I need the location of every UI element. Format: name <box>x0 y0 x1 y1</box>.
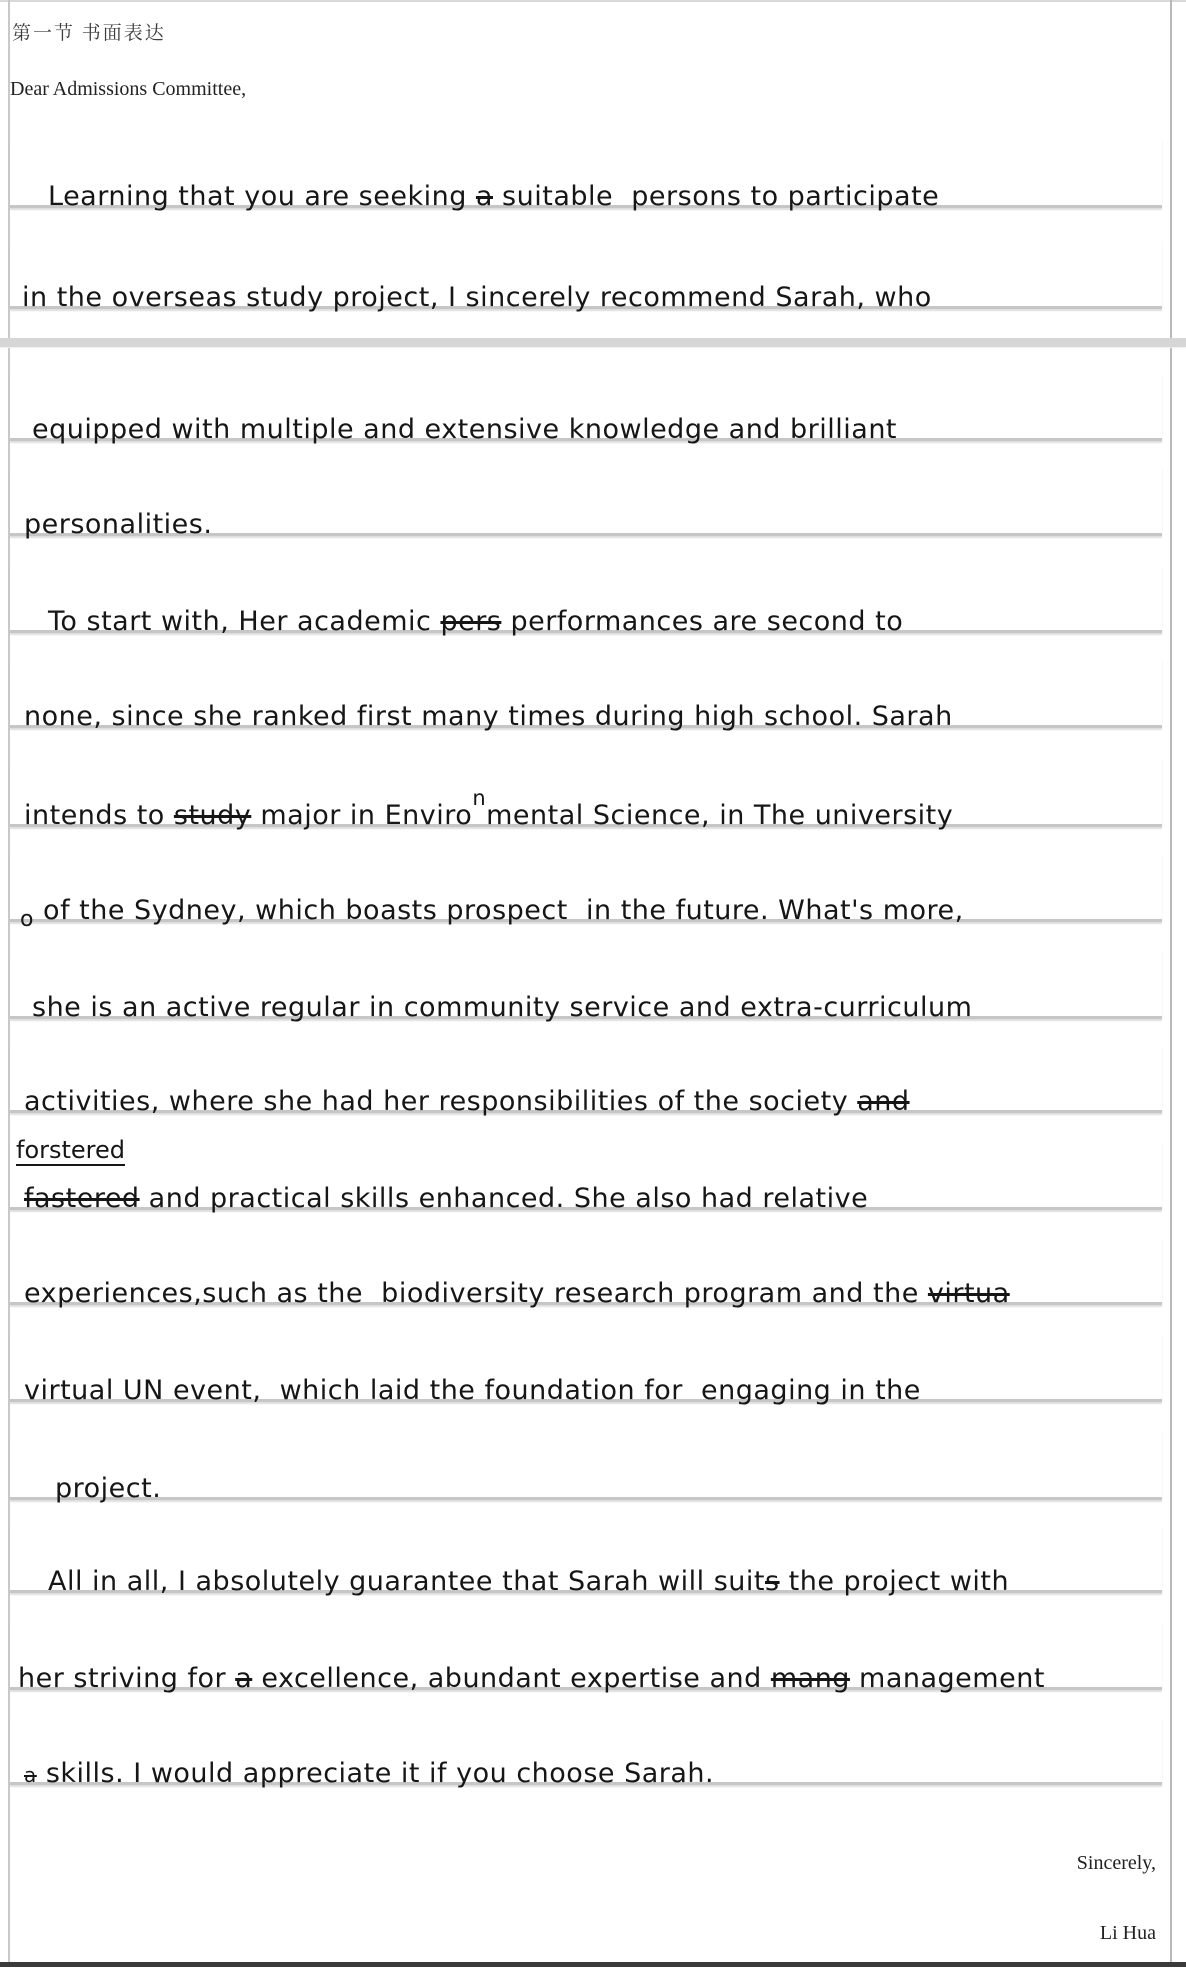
scan-top-border <box>0 0 1186 2</box>
handwriting-text: the project with <box>779 1566 1010 1597</box>
handwriting-text: intends to <box>24 800 174 831</box>
handwriting-correction: n <box>472 786 487 810</box>
handwriting-line <box>10 659 1162 732</box>
handwriting-correction: virtua <box>927 1278 1010 1309</box>
handwriting-text: suitable persons to participate <box>492 181 940 212</box>
handwriting-correction: o <box>20 907 34 932</box>
handwriting-line <box>10 758 1162 831</box>
handwriting-line <box>10 1621 1162 1694</box>
closing: Sincerely, <box>1076 1852 1156 1874</box>
handwriting-text: performances are second to <box>501 606 904 637</box>
handwriting-correction: mang <box>770 1663 850 1694</box>
handwriting-text: virtual UN event, which laid the foundation for engaging in the <box>24 1375 921 1406</box>
signature: Li Hua <box>1099 1922 1156 1944</box>
handwriting-text: skills. I would appreciate it if you choose Sarah. <box>36 1758 715 1789</box>
handwriting-text: personalities. <box>24 509 213 540</box>
handwriting-text: major in Enviro <box>251 800 473 831</box>
handwriting-text: experiences,such as the biodiversity research program and the <box>24 1278 928 1309</box>
handwriting-text: equipped with multiple and extensive knowledge and brilliant <box>32 414 898 445</box>
handwriting-correction: fastered <box>24 1183 140 1214</box>
handwriting-line <box>10 1141 1162 1214</box>
handwriting-line <box>10 1333 1162 1406</box>
handwriting-correction: s <box>764 1566 780 1597</box>
handwriting-line <box>10 1236 1162 1309</box>
handwriting-line <box>10 1524 1162 1597</box>
handwriting-text: excellence, abundant expertise and <box>252 1663 771 1694</box>
salutation: Dear Admissions Committee, <box>10 78 247 100</box>
handwriting-text: none, since she ranked first many times during high school. Sarah <box>24 701 953 732</box>
handwriting-text: Learning that you are seeking <box>48 181 476 212</box>
handwriting-line <box>10 1044 1162 1117</box>
handwriting-correction: pers <box>440 606 502 637</box>
handwriting-text: mental Science, in The university <box>486 800 954 831</box>
handwriting-text: her striving for <box>18 1663 236 1694</box>
handwriting-text: and practical skills enhanced. She also had relative <box>139 1183 869 1214</box>
handwriting-line <box>10 372 1162 445</box>
handwriting-text: All in all, I absolutely guarantee that Sarah will suit <box>48 1566 765 1597</box>
handwriting-text: To start with, Her academic <box>48 606 441 637</box>
handwriting-line <box>10 950 1162 1023</box>
handwriting-text: she is an active regular in community service and extra-curriculum <box>32 992 973 1023</box>
scan-bottom-border <box>0 1962 1186 1967</box>
handwriting-correction: a <box>235 1663 253 1694</box>
handwriting-line <box>10 564 1162 637</box>
handwriting-line <box>10 853 1162 932</box>
handwriting-line <box>10 1431 1162 1504</box>
handwriting-line <box>10 467 1162 540</box>
section-header: 第一节 书面表达 <box>12 23 166 44</box>
inserted-correction-word: forstered <box>16 1136 126 1164</box>
handwriting-text: management <box>849 1663 1045 1694</box>
handwriting-text: project. <box>55 1473 162 1504</box>
handwriting-line <box>10 139 1162 212</box>
page-separator-band <box>0 338 1186 347</box>
handwriting-correction: a <box>24 1763 37 1787</box>
scan-right-border <box>1170 0 1172 1962</box>
handwriting-correction: a <box>475 181 493 212</box>
handwriting-text: activities, where she had her responsibilities of the society <box>24 1086 858 1117</box>
handwriting-correction: study <box>173 800 252 831</box>
handwriting-correction: and <box>857 1086 910 1117</box>
handwriting-line <box>10 1716 1162 1789</box>
handwriting-line <box>10 240 1162 313</box>
handwriting-text: in the overseas study project, I sincerely recommend Sarah, who <box>22 282 932 313</box>
handwriting-text: of the Sydney, which boasts prospect in the future. What's more, <box>33 895 964 926</box>
